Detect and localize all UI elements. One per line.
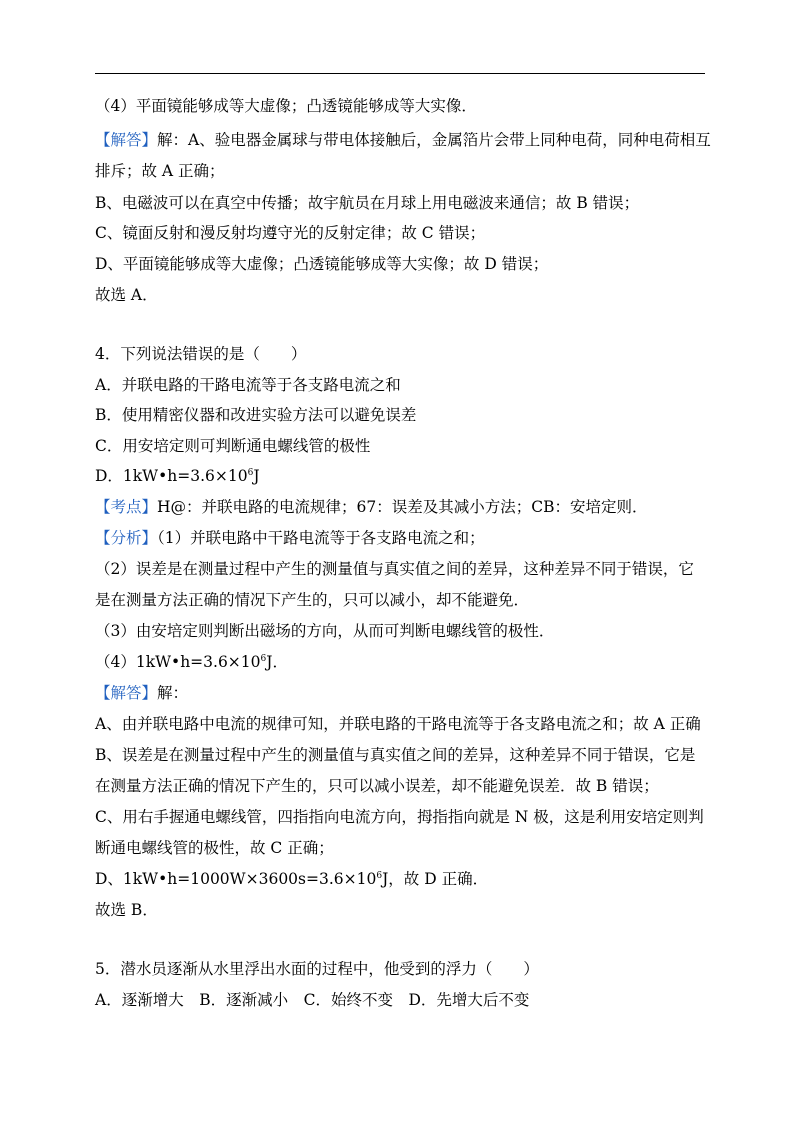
- answer-line: [95, 744, 710, 766]
- knowledge-tag: 【考点】: [95, 498, 158, 516]
- line-text: 故选 A．: [95, 286, 158, 304]
- line-text: 5．潜水员逐渐从水里浮出水面的过程中，他受到的浮力（ ）: [95, 960, 539, 978]
- question-5-options: [95, 989, 710, 1011]
- analysis-line: [95, 527, 710, 549]
- question-4-stem: [95, 343, 710, 365]
- analysis-line: [95, 651, 710, 673]
- answer-line: [95, 806, 710, 828]
- answer-line: [95, 868, 710, 890]
- line-text: 在测量方法正确的情况下产生的，只可以减小误差，却不能避免误差．故 B 错误；: [95, 777, 659, 795]
- line-text: 是在测量方法正确的情况下产生的，只可以减小，却不能避免．: [95, 591, 530, 609]
- line-text: （4）平面镜能够成等大虚像；凸透镜能够成等大实像．: [95, 97, 477, 115]
- answer-line: [95, 253, 710, 275]
- question-4-option-a: [95, 374, 710, 396]
- answer-line: [95, 713, 710, 735]
- line-text: B、电磁波可以在真空中传播；故宇航员在月球上用电磁波来通信；故 B 错误；: [95, 194, 640, 212]
- line-text: J，故 D 正确．: [382, 870, 489, 888]
- line-text: C、用右手握通电螺线管，四指指向电流方向，拇指指向就是 N 极，这是利用安培定则判: [95, 808, 704, 826]
- analysis-line: [95, 620, 710, 642]
- question-4-option-c: [95, 435, 710, 457]
- exponent: 6: [247, 467, 254, 478]
- answer-choice: [95, 284, 710, 306]
- answer-tag: 【解答】: [95, 131, 158, 149]
- line-text: D．1kW•h=3.6×10: [95, 467, 248, 485]
- line-text: （1）并联电路中干路电流等于各支路电流之和；: [157, 529, 485, 547]
- analysis-tag: 【分析】: [95, 529, 158, 547]
- line-text: 故选 B．: [95, 901, 158, 919]
- answer-line: [95, 160, 710, 182]
- answer-line: [95, 222, 710, 244]
- line-text: C、镜面反射和漫反射均遵守光的反射定律；故 C 错误；: [95, 224, 486, 242]
- line-text: 4．下列说法错误的是（ ）: [95, 345, 307, 363]
- line-text: 排斥；故 A 正确；: [95, 162, 225, 180]
- answer-heading-q4: [95, 682, 710, 704]
- question-5-stem: [95, 958, 710, 980]
- line-text: D、1kW•h=1000W×3600s=3.6×10: [95, 870, 377, 888]
- line-text: 解：A、验电器金属球与带电体接触后，金属箔片会带上同种电荷，同种电荷相互: [157, 131, 711, 149]
- knowledge-point-line: [95, 496, 710, 518]
- line-text: 解：: [157, 684, 189, 702]
- line-text: （4）1kW•h=3.6×10: [95, 653, 261, 671]
- answer-line: [95, 775, 710, 797]
- analysis-line: [95, 558, 710, 580]
- question-4-option-d: [95, 465, 710, 487]
- question-4-option-b: [95, 404, 710, 426]
- line-text: C．用安培定则可判断通电螺线管的极性: [95, 437, 371, 455]
- line-text: J．: [266, 653, 288, 671]
- line-text: B．使用精密仪器和改进实验方法可以避免误差: [95, 406, 417, 424]
- analysis-line: [95, 589, 710, 611]
- line-text: D、平面镜能够成等大虚像；凸透镜能够成等大实像；故 D 错误；: [95, 255, 549, 273]
- line-text: B、误差是在测量过程中产生的测量值与真实值之间的差异，这种差异不同于错误，它是: [95, 746, 696, 764]
- line-text: 断通电螺线管的极性，故 C 正确；: [95, 839, 334, 857]
- line-text: A．并联电路的干路电流等于各支路电流之和: [95, 376, 401, 394]
- line-text: （2）误差是在测量过程中产生的测量值与真实值之间的差异，这种差异不同于错误，它: [95, 560, 694, 578]
- line-text: J: [253, 467, 260, 485]
- line-text: H@：并联电路的电流规律；67：误差及其减小方法；CB：安培定则．: [157, 498, 648, 516]
- analysis-point-4: [95, 95, 710, 117]
- line-text: A．逐渐增大 B．逐渐减小 C．始终不变 D．先增大后不变: [95, 991, 530, 1009]
- line-text: （3）由安培定则判断出磁场的方向，从而可判断电螺线管的极性．: [95, 622, 555, 640]
- exponent: 6: [376, 870, 383, 881]
- answer-heading-q3: [95, 129, 710, 151]
- line-text: A、由并联电路中电流的规律可知，并联电路的干路电流等于各支路电流之和；故 A 正确: [95, 715, 701, 733]
- answer-line: [95, 837, 710, 859]
- exponent: 6: [260, 653, 267, 664]
- header-rule: [95, 73, 705, 74]
- answer-line: [95, 192, 710, 214]
- answer-tag: 【解答】: [95, 684, 158, 702]
- answer-choice: [95, 899, 710, 921]
